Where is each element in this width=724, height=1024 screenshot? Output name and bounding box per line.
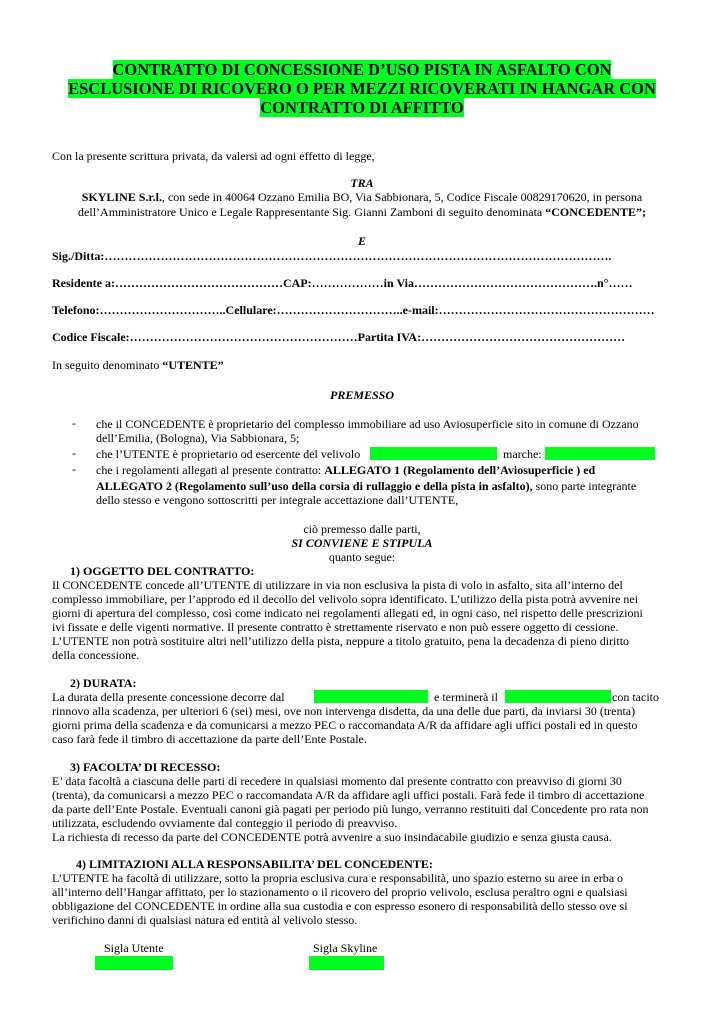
section-1-line: della concessione. xyxy=(52,648,140,662)
section-4-line: all’interno dell’Hangar affittato, per lo stazionamento o il ricovero del proprio velivolo, esclusa peraltro ogni e qualsiasi xyxy=(52,885,628,899)
denominato-text: In seguito denominato xyxy=(52,358,163,372)
intro-text: Con la presente scrittura privata, da valersi ad ogni effetto di legge, xyxy=(52,149,375,163)
section-1-line: complesso immobiliare, per l’approdo ed il decollo del velivolo sopra identificato. L’utilizzo della pista potrà avvenire nei xyxy=(52,592,639,606)
bullet-3-line-3: dello stesso e vengono sottoscritti per integrale accettazione dall’UTENTE, xyxy=(96,493,459,507)
section-3-line: da parte dell’Ente Postale. Eventuali canoni già pagati per periodo più lungo, verranno restituiti dal Concedente pro rata non xyxy=(52,802,649,816)
representative-text: dell’Amministratore Unico e Legale Rappresentante Sig. Gianni Zamboni di seguito denominata xyxy=(78,205,546,219)
sigla-utente-field[interactable] xyxy=(95,956,173,970)
section-4-line: L’UTENTE ha facoltà di utilizzare, sotto la propria esclusiva cura e responsabilità, uno spazio esterno su aree in erba o xyxy=(52,871,624,885)
end-date-input[interactable] xyxy=(505,690,611,703)
section-4-line: obbligazione del CONCEDENTE in ordine alla sua custodia e con espresso esonero di responsabilità dello stesso ove si xyxy=(52,899,628,913)
concedente-label: “CONCEDENTE”; xyxy=(545,205,646,219)
tax-code-field[interactable]: Codice Fiscale:…………………………………………………Partita IVA:…………………………………………… xyxy=(52,330,626,344)
section-2-tacito: con tacito xyxy=(612,690,659,704)
concedente-line-1 xyxy=(0,190,724,204)
marche-label: marche: xyxy=(503,447,542,461)
sigla-skyline-field[interactable] xyxy=(309,956,384,970)
sigla-utente-label: Sigla Utente xyxy=(104,941,164,955)
tra-heading: TRA xyxy=(350,176,374,190)
sig-ditta-field[interactable]: Sig./Ditta:………………………………………………………………………………………………………………. xyxy=(52,249,612,263)
bullet-dash: - xyxy=(72,416,76,430)
bullet-3-rest: sono parte integrante xyxy=(532,479,637,493)
section-3-heading: 3) FACOLTA’ DI RECESSO: xyxy=(70,760,221,774)
start-date-input[interactable] xyxy=(314,690,428,703)
si-conviene-heading: SI CONVIENE E STIPULA xyxy=(291,536,433,550)
section-1-line: L’UTENTE non potrà sostituire altri nell’utilizzo della pista, neppure a titolo gratuito, pena la decadenza di pieno diritto xyxy=(52,634,630,648)
bullet-dash: - xyxy=(72,462,76,476)
title-line-2: ESCLUSIONE DI RICOVERO O PER MEZZI RICOVERATI IN HANGAR CON xyxy=(68,79,656,98)
utente-label: “UTENTE” xyxy=(162,358,224,372)
section-2-heading: 2) DURATA: xyxy=(70,676,137,690)
section-1-line: Il CONCEDENTE concede all’UTENTE di utilizzare in via non esclusiva la pista di volo in asfalto, sita all’interno del xyxy=(52,578,623,592)
section-3-line: (trenta), da comunicarsi a mezzo PEC o raccomandata A/R da affidare agli uffici postali. Farà fede il timbro di accettazione xyxy=(52,788,645,802)
section-2-line: caso farà fede il timbro di accettazione da parte dell’Ente Postale. xyxy=(52,732,367,746)
marche-input[interactable] xyxy=(545,447,655,460)
section-1-line: ivi fissate e delle vigenti normative. Il presente contratto è strettamente riservato e non può essere oggetto di cessione. xyxy=(52,620,619,634)
premesso-heading: PREMESSO xyxy=(329,388,395,402)
section-4-line: verifichino danni di qualsiasi natura ed entità al velivolo stesso. xyxy=(52,913,358,927)
section-3-line: utilizzata, escludendo ovviamente dal conteggio il periodo di preavviso. xyxy=(52,816,398,830)
phone-field[interactable]: Telefono:…………………………..Cellulare:…………………………..e-mail:……………………………………………… xyxy=(52,303,655,317)
section-2-line: giorni prima della scadenza e da comunicarsi a mezzo PEC o raccomandata A/R da affidare agli uffici postali ed in questo xyxy=(52,718,638,732)
premesso-close-3: quanto segue: xyxy=(328,550,396,564)
section-2-terminera: e terminerà il xyxy=(434,690,498,704)
bullet-2-text: che l’UTENTE è proprietario od esercente del velivolo xyxy=(96,447,361,461)
concedente-line-2 xyxy=(0,205,724,219)
bullet-1-line-2: dell’Emilia, (Bologna), Via Sabbionara, 5; xyxy=(96,431,300,445)
section-4-heading: 4) LIMITAZIONI ALLA RESPONSABILITA’ DEL CONCEDENTE: xyxy=(76,857,433,871)
title-line-1: CONTRATTO DI CONCESSIONE D’USO PISTA IN ASFALTO CON xyxy=(112,60,612,79)
sigla-skyline-label: Sigla Skyline xyxy=(313,941,378,955)
e-heading: E xyxy=(357,234,366,248)
bullet-3-line-1 xyxy=(96,463,595,477)
allegato-2: ALLEGATO 2 (Regolamento sull’uso della corsia di rullaggio e della pista in asfalto), xyxy=(96,479,533,493)
section-1-heading: 1) OGGETTO DEL CONTRATTO: xyxy=(70,564,255,578)
residence-field[interactable]: Residente a:……………………………………CAP:………………in Via……………………………………….n°…… xyxy=(52,276,633,290)
section-1-line: giorni di apertura del complesso, così come indicato nei regolamenti allegati ed, in ogni caso, nel rispetto delle prescrizioni xyxy=(52,606,643,620)
bullet-3-text: che i regolamenti allegati al presente contratto: xyxy=(96,463,325,477)
title-line-3: CONTRATTO DI AFFITTO xyxy=(260,98,464,117)
company-name: SKYLINE S.r.l. xyxy=(81,190,162,204)
allegato-1: ALLEGATO 1 (Regolamento dell’Aviosuperficie ) ed xyxy=(324,463,596,477)
bullet-1-line-1: che il CONCEDENTE è proprietario del complesso immobiliare ad uso Aviosuperficie sito in comune di Ozzano xyxy=(96,417,639,431)
contract-title xyxy=(50,60,674,117)
section-2-line: La durata della presente concessione decorre dal xyxy=(52,690,285,704)
section-3-line: E’ data facoltà a ciascuna delle parti di recedere in qualsiasi momento dal presente contratto con preavviso di giorni 30 xyxy=(52,774,622,788)
section-3-line: La richiesta di recesso da parte del CONCEDENTE potrà avvenire a suo insindacabile giudizio e senza giusta causa. xyxy=(52,830,612,844)
denominato-line xyxy=(52,358,224,372)
company-details: , con sede in 40064 Ozzano Emilia BO, Via Sabbionara, 5, Codice Fiscale 00829170620, in persona xyxy=(161,190,643,204)
premesso-close-1: ciò premesso dalle parti, xyxy=(303,522,421,536)
section-2-line: rinnovo alla scadenza, per ulteriori 6 (sei) mesi, ove non intervenga disdetta, da una delle due parti, da inviarsi 30 (trenta) xyxy=(52,704,636,718)
aircraft-input[interactable] xyxy=(370,447,497,460)
bullet-3-line-2 xyxy=(96,479,636,493)
bullet-dash: - xyxy=(72,446,76,460)
